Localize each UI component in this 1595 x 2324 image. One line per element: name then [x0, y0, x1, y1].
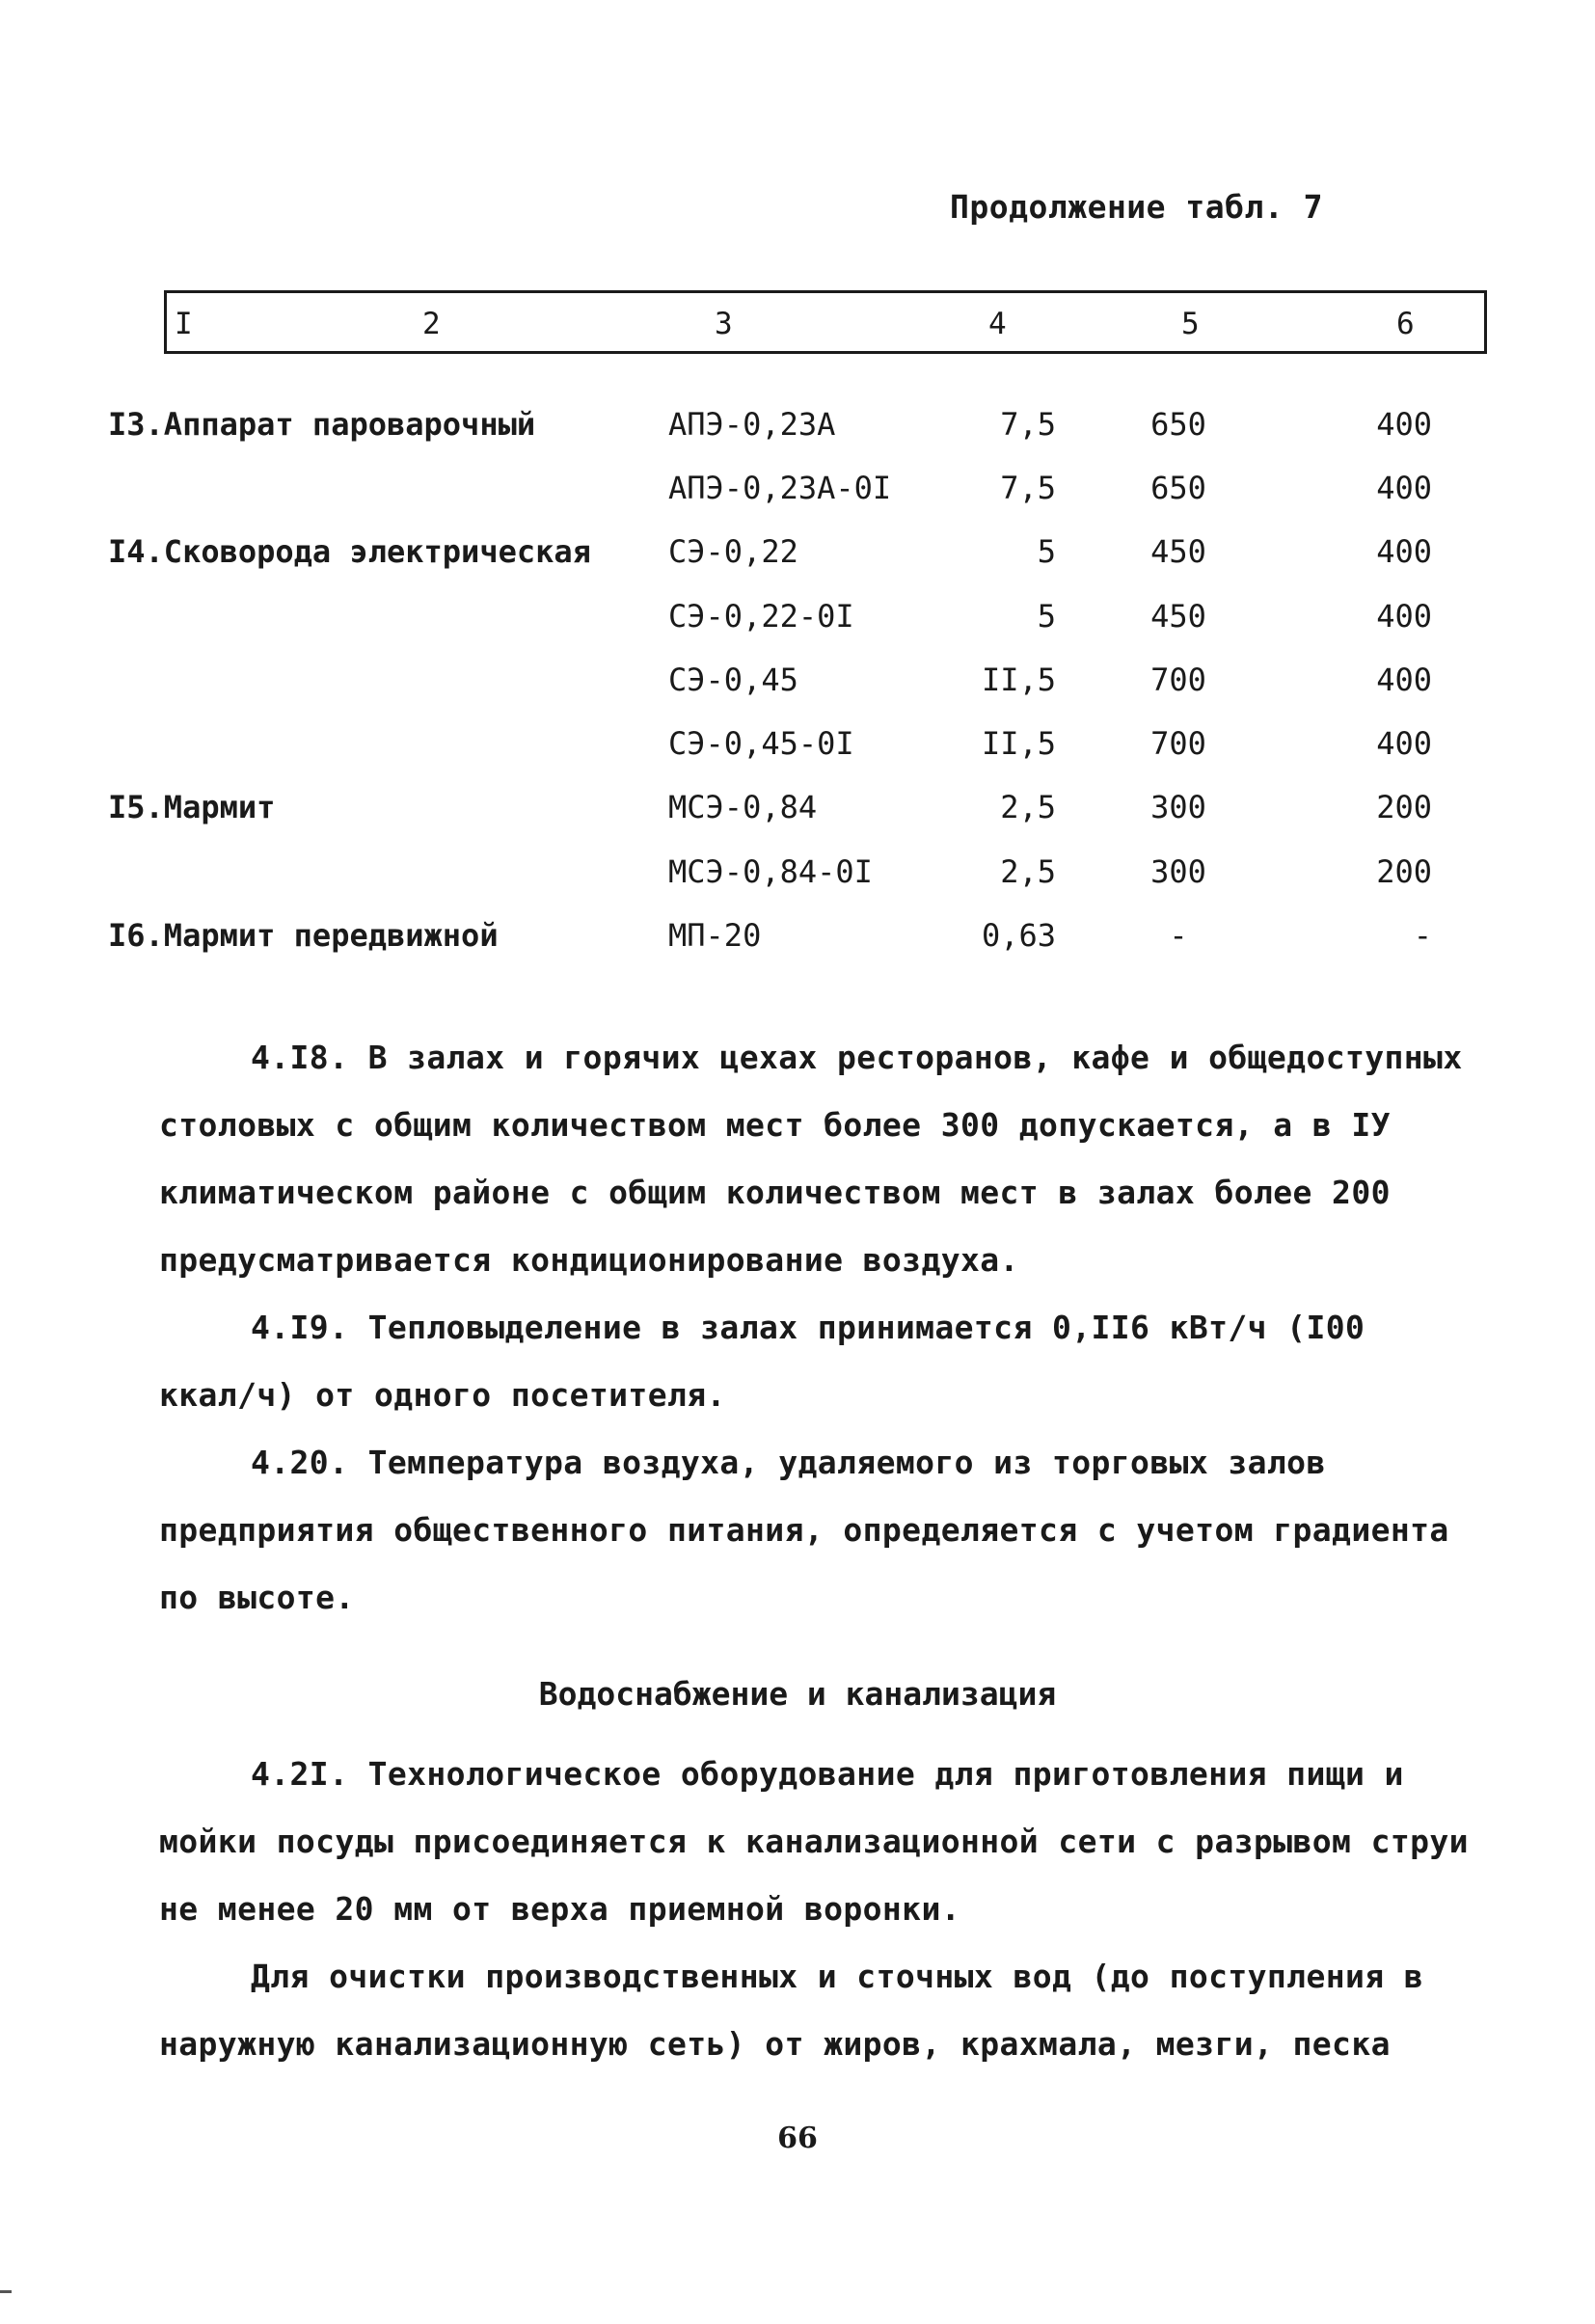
paragraph-4-19: 4.I9. Тепловыделение в залах принимается 0,II6 кВт/ч (I00 ккал/ч) от одного посетителя. — [159, 1309, 1365, 1414]
equipment-power: 0,63 — [981, 917, 1056, 954]
equipment-name: I6.Мармит передвижной — [108, 917, 499, 954]
header-col-3: 3 — [715, 307, 733, 341]
equipment-power: 5 — [1037, 598, 1056, 635]
col-5-value: - — [1169, 917, 1188, 954]
table-row — [0, 789, 1595, 837]
equipment-power: 2,5 — [1000, 853, 1056, 890]
table-row — [0, 406, 1595, 454]
equipment-model: МСЭ-0,84-0I — [668, 853, 873, 890]
header-col-1: I — [175, 307, 193, 341]
equipment-model: СЭ-0,45 — [668, 662, 798, 698]
table-row — [0, 917, 1595, 965]
equipment-power: 7,5 — [1000, 406, 1056, 443]
col-5-value: 300 — [1150, 853, 1206, 890]
equipment-model: МП-20 — [668, 917, 762, 954]
col-6-value: 400 — [1376, 662, 1432, 698]
col-5-value: 700 — [1150, 662, 1206, 698]
paragraph-4-20: 4.20. Температура воздуха, удаляемого из торговых залов предприятия общественного питания, определяется с учетом градиента по высоте. — [159, 1444, 1449, 1616]
col-6-value: 400 — [1376, 725, 1432, 762]
equipment-power: 7,5 — [1000, 470, 1056, 506]
page-number: 66 — [777, 2121, 818, 2155]
equipment-model: АПЭ-0,23А — [668, 406, 836, 443]
col-5-value: 300 — [1150, 789, 1206, 825]
header-col-5: 5 — [1181, 307, 1200, 341]
col-5-value: 700 — [1150, 725, 1206, 762]
header-col-2: 2 — [422, 307, 441, 341]
body-text-lower — [159, 1741, 1471, 2078]
equipment-model: СЭ-0,22 — [668, 533, 798, 570]
equipment-power: II,5 — [981, 725, 1056, 762]
col-6-value: 400 — [1376, 533, 1432, 570]
col-5-value: 450 — [1150, 598, 1206, 635]
col-6-value: 400 — [1376, 598, 1432, 635]
table-row — [0, 662, 1595, 710]
table-row — [0, 470, 1595, 518]
equipment-power: 5 — [1037, 533, 1056, 570]
col-5-value: 450 — [1150, 533, 1206, 570]
header-col-4: 4 — [988, 307, 1007, 341]
table-row — [0, 598, 1595, 646]
table-row — [0, 725, 1595, 773]
margin-mark — [0, 2290, 12, 2293]
table-header — [164, 290, 1487, 354]
paragraph-4-18: 4.I8. В залах и горячих цехах ресторанов, кафе и общедоступных столовых с общим количеством мест более 300 допускается, а в IУ климатическом районе с общим количеством мест в залах более 200 предусматривается кондиционирование воздуха. — [159, 1039, 1463, 1279]
col-5-value: 650 — [1150, 406, 1206, 443]
equipment-power: II,5 — [981, 662, 1056, 698]
col-6-value: - — [1413, 917, 1432, 954]
equipment-name: I4.Сковорода электрическая — [108, 533, 591, 570]
equipment-name: I5.Мармит — [108, 789, 276, 825]
paragraph-cleaning: Для очистки производственных и сточных вод (до поступления в наружную канализационную сеть) от жиров, крахмала, мезги, песка — [159, 1958, 1424, 2063]
table-row — [0, 533, 1595, 581]
equipment-model: СЭ-0,22-0I — [668, 598, 854, 635]
equipment-model: АПЭ-0,23А-0I — [668, 470, 892, 506]
header-col-6: 6 — [1396, 307, 1415, 341]
col-6-value: 200 — [1376, 853, 1432, 890]
paragraph-4-21: 4.2I. Технологическое оборудование для приготовления пищи и мойки посуды присоединяется к канализационной сети с разрывом струи не менее 20 мм от верха приемной воронки. — [159, 1755, 1469, 1928]
table-row — [0, 853, 1595, 902]
col-6-value: 400 — [1376, 406, 1432, 443]
equipment-power: 2,5 — [1000, 789, 1056, 825]
section-title: Водоснабжение и канализация — [538, 1675, 1057, 1713]
equipment-model: СЭ-0,45-0I — [668, 725, 854, 762]
table-continuation-label: Продолжение табл. 7 — [950, 188, 1323, 226]
col-5-value: 650 — [1150, 470, 1206, 506]
equipment-model: МСЭ-0,84 — [668, 789, 818, 825]
col-6-value: 400 — [1376, 470, 1432, 506]
body-text-upper — [159, 1024, 1471, 1632]
equipment-name: I3.Аппарат пароварочный — [108, 406, 536, 443]
col-6-value: 200 — [1376, 789, 1432, 825]
